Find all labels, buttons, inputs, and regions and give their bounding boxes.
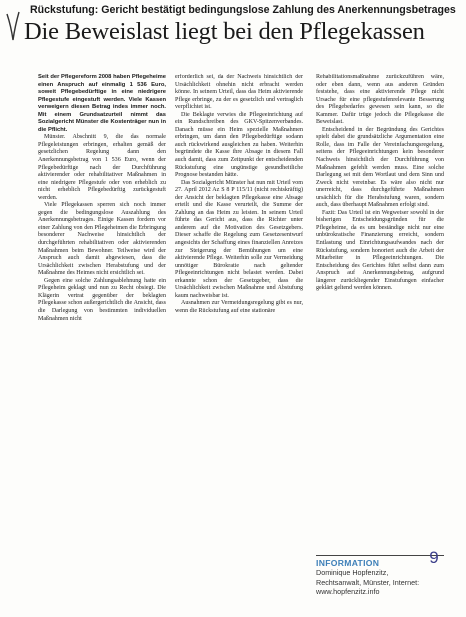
info-role: Rechtsanwalt, Münster, Internet: www.hopfenzitz.info — [316, 577, 420, 597]
information-box — [316, 555, 444, 597]
body-paragraph: Münster. Abschnitt 9, die das normale Pflegeleistungen erbringen, erhalten gemäß der gesetzlichen Regelung dann den Anerkennungsbetrag von 1 536 Euro, wenn der Pflegebedürftige nach der Durchführung aktivierender oder rehabilitativer Maßnahmen in eine niedrigere Pflegestufe oder von erheblich zu nicht erheblich Pflegebedürftig zurückgestuft werden. — [38, 134, 166, 201]
lead-text: Seit der Pflegereform 2008 haben Pflegeheime einen Anspruch auf einmalig 1 536 Euro, soweit Pflegebedürftige in eine niedrigere Pflegestufe eingestuft werden. Viele Kassen verweigern diesen Betrag indes immer noch. — [38, 74, 166, 111]
body-paragraph: Das Sozialgericht Münster hat nun mit Urteil vom 27. April 2012 Az S 8 P 115/11 (nicht rechtskräftig) der Ansicht der beklagten Pflegekasse eine Absage erteilt und die Kasse verurteilt, die Summe der Zahlung an das Heim zu leisten. In seinem Urteil führte das Gericht aus, dass die Richter unter anderem auf die Motivation des Gesetzgebers. Dieser schaffe die Regelung zum Gesetzesentwurf angesichts der Schaffung eines finanziellen Anreizes zur Steigerung der Bemühungen um eine aktivierende Pflege. Weiterhin solle zur Vermeidung unnötiger Bürokratie nach geltender Pflegeeinrichtungen nicht belastet werden. Dabei erkannte schon der Gesetzgeber, dass die Ursächlichkeit zwischen Maßnahme und Abstufung kaum nachweisbar ist. — [175, 179, 303, 299]
body-paragraph: Fazit: Das Urteil ist ein Wegweiser sowohl in der bisherigen Entscheidungsgründen für die Pflegeheime, da es um beständige nicht nur eine unbürokratische Finanzierung erreicht, sondern Entlastung und Einrichtungsaufwandes nach der Rückstufung, sondern honoriert auch die Arbeit der Mitarbeiter in Pflegeeinrichtungen. Die Entscheidung des Gerichtes führt selbst dann zum Anspruch auf Anerkennungsbetrag, aufgrund längerer zurückliegender Einstufungen einfacher geklärt geltend werden können. — [316, 209, 444, 292]
info-author: Dominique Hopfenzitz, — [316, 568, 389, 577]
margin-stroke-mark — [4, 10, 22, 44]
article-column-2 — [175, 74, 303, 316]
article-column-3 — [316, 74, 444, 552]
lead-text-2: Mit einem Grundsatzurteil nimmt das Sozialgericht Münster die Kostenträger nun in die Pflicht. — [38, 111, 166, 133]
body-paragraph: erforderlich sei, da der Nachweis hinsichtlich der Ursächlichkeit ohnehin nicht erbracht werden könne. In seinem Urteil, dass das Heim aktivierende Pflege erbringe, zu der es gesetzlich und vertraglich verpflichtet ist. — [175, 74, 303, 111]
body-paragraph: Ausnahmen zur Vermeidungsregelung gibt es nur, wenn die Rückstufung auf eine stationäre — [175, 300, 303, 314]
body-paragraph: Gegen eine solche Zahlungsablehnung hatte ein Pflegeheim geklagt und nun zu Recht obsiegt. Die Klägerin vertrat gegenüber der beklagten Pflegekasse schon außergerichtlich die Ansicht, dass die Darlegung von bestimmten individuellen Maßnahmen nicht — [38, 277, 166, 322]
article-column-1 — [38, 74, 166, 323]
body-paragraph: Rehabilitationsmaßnahme zurückzuführen wäre, oder eben dann, wenn aus anderen Gründen feststehe, dass eine aktivierende Pflege nicht Ursache für eine pflegestufenrelevante Besserung des Pflegebedarfes gewesen sein kann, so die Kammer. Dafür trüge jedoch die Pflegekasse die Beweislast. — [316, 74, 444, 126]
body-paragraph: Die Beklagte verwies die Pflegeeinrichtung auf ein Rundschreiben des GKV-Spitzenverbandes. Danach müsse ein Heim spezielle Maßnahmen erbringen, um dann den Pflegebedürftige sodann auch rückwirkend ausgleichen zu haben. Weiterhin begründete die Kasse ihre Absage in diesem Fall auch damit, dass zum Zeitpunkt der entscheidenden Rückstufung eine ungünstige gesundheitliche Prognose bestanden hätte. — [175, 111, 303, 179]
article-kicker: Rückstufung: Gericht bestätigt bedingungslose Zahlung des Anerkennungsbetrages — [30, 4, 456, 16]
article-headline: Die Beweislast liegt bei den Pflegekassen — [24, 18, 425, 45]
body-paragraph: Entscheidend in der Begründung des Gerichtes spielt dabei die grundsätzliche Argumentation eine Rolle, dass im Falle der Vereinfachungsregelung, seitens der Pflegeeinrichtungen kein besonderer Nachweis hinsichtlich der Durchführung von Maßnahmen gefehlt werden muss. Eine solche Darlegung sei mit dem Wortlaut und dem Sinn und Zweck nicht vereinbar. Es wäre also nicht nur unerreicht, dass durchgeführte Maßnahmen ursächlich für die Herabstufung waren, sondern auch, dass überhaupt Maßnahmen erfolgt sind. — [316, 126, 444, 209]
info-divider — [316, 555, 444, 556]
page-number: 9 — [429, 548, 439, 567]
info-title: INFORMATION — [316, 558, 380, 568]
lead-paragraph — [38, 74, 166, 134]
body-paragraph: Viele Pflegekassen sperren sich noch immer gegen die bedingungslose Auszahlung des Anerkennungsbetrages. Einige Kassen fordern vor einer Zahlung von den Pflegeheimen die Erbringung besonderer Nachweise hinsichtlich der durchgeführten rehabilitativen oder aktivierenden Maßnahmen beim Bewohner. Teilweise wird der Anspruch auch damit abgewiesen, dass die Ursächlichkeit zwischen Herabstufung und der Maßnahme des Heimes nicht ersichtlich sei. — [38, 202, 166, 277]
